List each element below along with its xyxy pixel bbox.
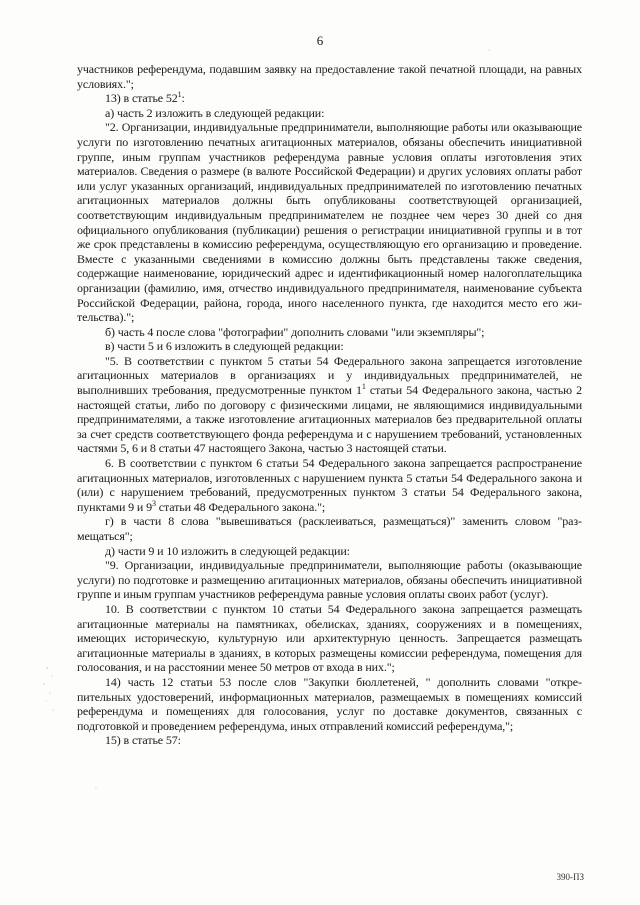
paragraph-13: 15) в статье 57: bbox=[105, 733, 181, 748]
paragraph-6: "5. В соответствии с пунктом 5 статьи 54 Федерального закона запрещается изготовление агитационных материалов в организациях и у индивидуальных предпринимателей, не выполнивших требования, предусмотренные пунктом $1^1$ статьи 54 Федерального закона, частью 2 настоящей статьи, либо по договору с физическими лицами, не являющимися индивидуальными предпринимателями, а также изготовление агитационных материалов без предварительной оплаты за счет средств соответствующего фонда референдума и с нарушением требований, установленных частями 5, 6 и 8 статьи 47 настоящего Закона, частью 3 настоящей статьи. bbox=[77, 353, 582, 456]
paragraph-7: 6. В соответствии с пунктом 6 статьи 54 Федерального закона запрещается распространение агитационных материалов, изготовленных с нарушением пункта 5 статьи 54 Федерального закона и (или) с нарушением требований, предусмотренных пунктом 3 статьи 54 Федерального закона, пунктами 9 и $9^3$ статьи 48 Федерального закона."; bbox=[77, 456, 582, 514]
paragraph-5: в) части 5 и 6 изложить в следующей редакции: bbox=[105, 339, 344, 354]
page-number: 6 bbox=[316, 33, 324, 48]
paragraph-2: а) часть 2 изложить в следующей редакции: bbox=[105, 105, 325, 120]
paragraph-1: 13) в статье $52^1$: bbox=[105, 90, 185, 106]
paragraph-9: д) части 9 и 10 изложить в следующей редакции: bbox=[105, 543, 350, 558]
paragraph-12: 14) часть 12 статьи 53 после слов "Закупки бюллетеней, " дополнить словами "открепительных удостоверений, информационных материалов, размещаемых в помещениях комиссий референдума и помещениях для голосования, услуг по доставке документов, связанных с подготовкой и проведением референдума, иных отправлений комиссий референдума,"; bbox=[77, 674, 582, 733]
paragraph-8: г) в части 8 слова "вывешиваться (расклеиваться, размещаться)" заменить словом "размещаться"; bbox=[77, 514, 582, 543]
document-body bbox=[77, 62, 582, 748]
paragraph-3: "2. Организации, индивидуальные предприниматели, выполняющие работы или оказывающие услуги по изготовлению печатных агитационных материалов, обязаны обеспечить инициативной группе, иным группам участников референдума равные условия оплаты изготовления этих материалов. Сведения о размере (в валюте Российской Федерации) и других условиях оплаты работ или услуг указанных организаций, индивидуальных предпринимателей по изготовлению печатных агитационных материалов должны быть опубликованы соответствующей организацией, соответствующим индивидуальным предпринимателем не позднее чем через 30 дней со дня официального опубликования (публикации) решения о регистрации инициативной группы и в тот же срок представлены в комиссию референдума, осуществляющую его организацию и проведение. Вместе с указанными сведениями в комиссию должны быть представлены также сведения, содержащие наименование, юридический адрес и идентификационный номер налогоплательщика организации (фамилию, имя, отчество индивидуального предпринимателя, наименование субъекта Российской Федерации, района, города, иного населенного пункта, где находится место его жительства)."; bbox=[77, 120, 582, 325]
paragraph-11: 10. В соответствии с пунктом 10 статьи 54 Федерального закона запрещается размещать агитационные материалы на памятниках, обелисках, зданиях, сооружениях и в помещениях, имеющих историческую, культурную или архитектурную ценность. Запрещается размещать агитационные материалы в зданиях, в которых размещены комиссии референдума, помещения для голосования, и на расстоянии менее 50 метров от входа в них."; bbox=[77, 601, 582, 675]
paragraph-4: б) часть 4 после слова "фотографии" дополнить словами "или экземпляры"; bbox=[105, 324, 485, 339]
paragraph-0: участников референдума, подавшим заявку на предоставление такой печатной площади, на равных условиях."; bbox=[77, 62, 582, 91]
document-code: 390-ПЗ bbox=[556, 872, 584, 882]
paragraph-10: "9. Организации, индивидуальные предприниматели, выполняющие работы (оказывающие услуги) по подготовке и размещению агитационных материалов, обязаны обеспечить инициативной группе и иным группам участников референдума равные условия оплаты своих работ (услуг). bbox=[77, 558, 582, 602]
